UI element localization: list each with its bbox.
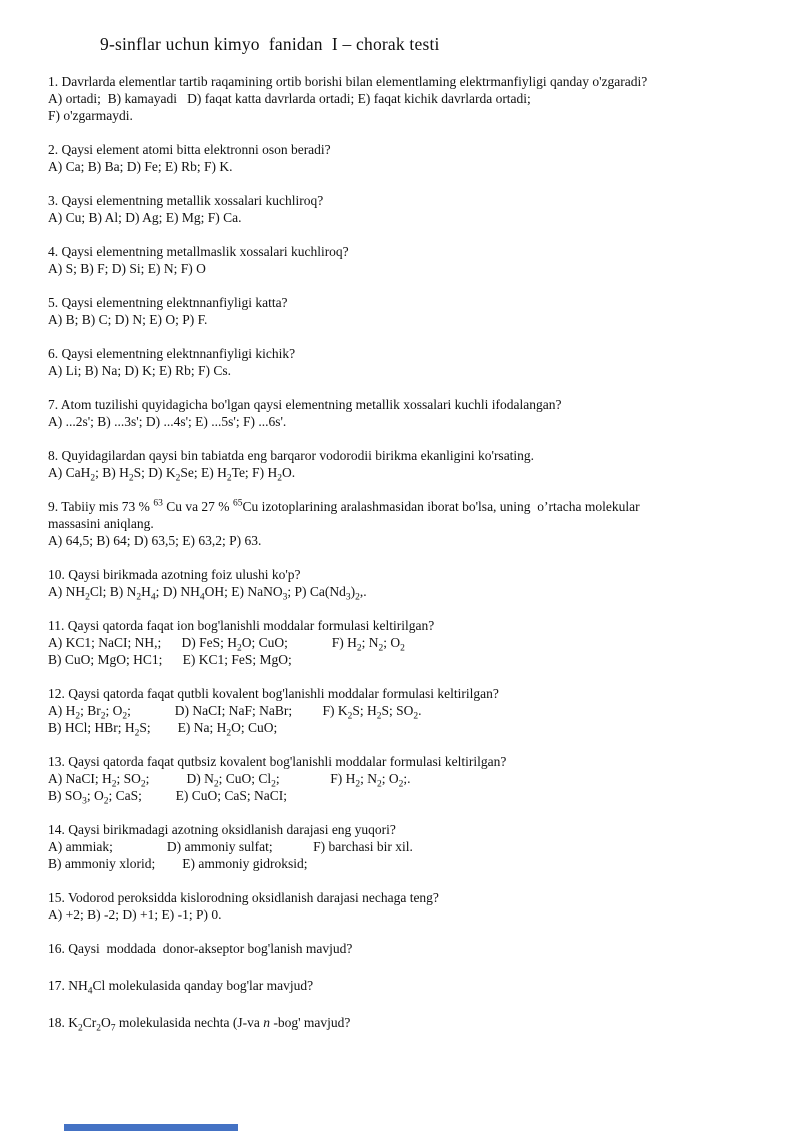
question-6-line-2: A) Li; B) Na; D) K; E) Rb; F) Cs. — [48, 363, 231, 378]
question-9-line-3: A) 64,5; B) 64; D) 63,5; E) 63,2; P) 63. — [48, 533, 262, 548]
question-10-line-2: A) $NH_2Cl$; B) $N_2H_4$; D) $NH_4OH$; E) NaNO$_3$; P) $Ca(Nd_3)_2$,. — [48, 584, 367, 603]
question-13-line-3: B) $SO_3$; $O_2$; CaS; E) CuO; CaS; NaCI; — [48, 788, 288, 807]
document-title: 9-sinflar uchun kimyo fanidan I – chorak testi — [100, 34, 440, 54]
bottom-accent-bar — [64, 1124, 238, 1131]
question-9-line-2: massasini aniqlang. — [48, 516, 154, 531]
question-6-line-1: 6. Qaysi elementning elektnnanfiyligi kichik? — [48, 346, 296, 361]
question-block-17 — [48, 977, 756, 997]
question-block-13 — [48, 753, 756, 807]
question-1-line-1: 1. Davrlarda elementlar tartib raqamining ortib borishi bilan elementlaming elektrmanfiyligi qanday o'zgaradi? — [48, 74, 648, 89]
question-12-line-2: A) $H_2$; $Br_2$; $O_2$; D) NaCI; NaF; NaBr; F) $K_2S$; $H_2S$; $SO_2$. — [48, 703, 422, 722]
question-13-line-1: 13. Qaysi qatorda faqat qutbsiz kovalent bog'lanishli moddalar formulasi keltirilgan? — [48, 754, 507, 769]
question-10-line-1: 10. Qaysi birikmada azotning foiz ulushi ko'p? — [48, 567, 301, 582]
question-block-15 — [48, 889, 756, 923]
question-14-line-1: 14. Qaysi birikmadagi azotning oksidlanish darajasi eng yuqori? — [48, 822, 396, 837]
question-9-line-1: 9. Tabiiy mis 73 % $^{63}$ Cu va 27 % $^{65}$Cu izotoplarining aralashmasidan iborat bo'lsa, uning o’rtacha molekular — [48, 498, 640, 514]
question-block-4 — [48, 243, 756, 277]
question-block-3 — [48, 192, 756, 226]
question-block-10 — [48, 566, 756, 603]
question-block-5 — [48, 294, 756, 328]
question-4-line-2: A) S; B) F; D) Si; E) N; F) O — [48, 261, 206, 276]
question-8-line-1: 8. Quyidagilardan qaysi bin tabiatda eng barqaror vodorodii birikma ekanligini ko'rsating. — [48, 448, 535, 463]
question-block-12 — [48, 685, 756, 739]
question-7-line-2: A) ...2s'; B) ...3s'; D) ...4s'; E) ...5s'; F) ...6s'. — [48, 414, 287, 429]
question-12-line-3: B) HCl; HBr; $H_2S$; E) Na; $H_2O$; CuO; — [48, 720, 278, 739]
question-block-11 — [48, 617, 756, 668]
question-11-line-2: A) KC1; NaCI; NH,; D) FeS; $H_2O$; CuO; F) $H_2$; $N_2$; $O_2$ — [48, 635, 405, 654]
question-block-9 — [48, 498, 756, 549]
question-18-line-1: 18. $K_2Cr_2O_7$ molekulasida nechta (J-va n -bog' mavjud? — [48, 1015, 351, 1034]
question-16-line-1: 16. Qaysi moddada donor-akseptor bog'lanish mavjud? — [48, 941, 353, 956]
question-3-line-1: 3. Qaysi elementning metallik xossalari kuchliroq? — [48, 193, 324, 208]
question-block-6 — [48, 345, 756, 379]
question-11-line-3: B) CuO; MgO; HC1; E) KC1; FeS; MgO; — [48, 652, 292, 667]
question-block-2 — [48, 141, 756, 175]
question-block-1 — [48, 73, 756, 124]
question-14-line-3: B) ammoniy xlorid; E) ammoniy gidroksid; — [48, 856, 308, 871]
question-5-line-2: A) B; B) C; D) N; E) O; P) F. — [48, 312, 208, 327]
question-12-line-1: 12. Qaysi qatorda faqat qutbli kovalent bog'lanishli moddalar formulasi keltirilgan? — [48, 686, 499, 701]
question-15-line-2: A) +2; B) -2; D) +1; E) -1; P) 0. — [48, 907, 222, 922]
question-1-line-2: A) ortadi; B) kamayadi D) faqat katta davrlarda ortadi; E) faqat kichik davrlarda ortadi; — [48, 91, 531, 106]
question-block-8 — [48, 447, 756, 484]
question-5-line-1: 5. Qaysi elementning elektnnanfiyligi katta? — [48, 295, 288, 310]
question-block-7 — [48, 396, 756, 430]
question-11-line-1: 11. Qaysi qatorda faqat ion bog'lanishli moddalar formulasi keltirilgan? — [48, 618, 435, 633]
question-3-line-2: A) Cu; B) Al; D) Ag; E) Mg; F) Ca. — [48, 210, 242, 225]
question-14-line-2: A) ammiak; D) ammoniy sulfat; F) barchasi bir xil. — [48, 839, 413, 854]
question-block-16 — [48, 940, 756, 957]
question-block-18 — [48, 1014, 756, 1034]
question-8-line-2: A) CaH$_2$; B) $H_2S$; D) $K_2Se$; E) $H_2Te$; F) $H_2O$. — [48, 465, 296, 484]
question-block-14 — [48, 821, 756, 872]
question-15-line-1: 15. Vodorod peroksidda kislorodning oksidlanish darajasi nechaga teng? — [48, 890, 439, 905]
question-7-line-1: 7. Atom tuzilishi quyidagicha bo'lgan qaysi elementning metallik xossalari kuchli ifodalangan? — [48, 397, 562, 412]
question-1-line-3: F) o'zgarmaydi. — [48, 108, 133, 123]
question-13-line-2: A) NaCI; $H_2$; $SO_2$; D) $N_2$; CuO; $Cl_2$; F) $H_2$; $N_2$; $O_2$;. — [48, 771, 411, 790]
question-4-line-1: 4. Qaysi elementning metallmaslik xossalari kuchliroq? — [48, 244, 349, 259]
question-2-line-1: 2. Qaysi element atomi bitta elektronni oson beradi? — [48, 142, 331, 157]
question-17-line-1: 17. $NH_4Cl$ molekulasida qanday bog'lar mavjud? — [48, 978, 314, 997]
questions-container — [0, 55, 800, 1034]
question-2-line-2: A) Ca; B) Ba; D) Fe; E) Rb; F) K. — [48, 159, 233, 174]
